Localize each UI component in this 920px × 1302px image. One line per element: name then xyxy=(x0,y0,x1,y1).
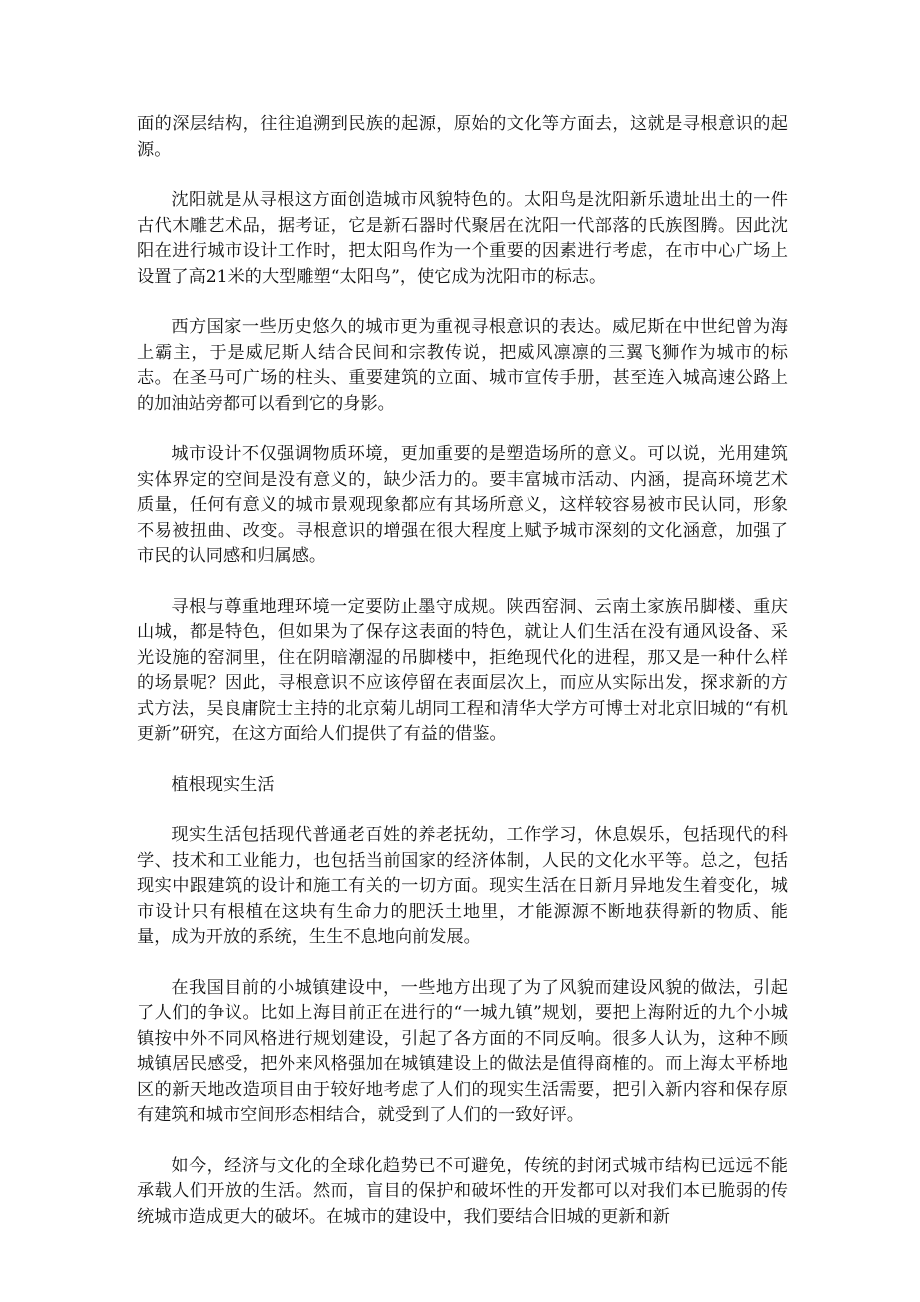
paragraph-shenyang: 沈阳就是从寻根这方面创造城市风貌特色的。太阳鸟是沈阳新乐遗址出土的一件古代木雕艺术品，据考证，它是新石器时代聚居在沈阳一代部落的氏族图腾。因此沈阳在进行城市设计工作时，把太阳鸟作为一个重要的因素进行考虑，在市中心广场上设置了高21米的大型雕塑“太阳鸟”，使它成为沈阳市的标志。 xyxy=(137,190,788,287)
paragraph-small-towns: 在我国目前的小城镇建设中，一些地方出现了为了风貌而建设风貌的做法，引起了人们的争议。比如上海目前正在进行的“一城九镇”规划，要把上海附近的九个小城镇按中外不同风格进行规划建设，引起了各方面的不同反响。很多人认为，这种不顾城镇居民感受，把外来风格强加在城镇建设上的做法是值得商榷的。而上海太平桥地区的新天地改造项目由于较好地考虑了人们的现实生活需要，把引入新内容和保存原有建筑和城市空间形态相结合，就受到了人们的一致好评。 xyxy=(137,977,788,1125)
paragraph-globalization: 如今，经济与文化的全球化趋势已不可避免，传统的封闭式城市结构已远远不能承载人们开放的生活。然而，盲目的保护和破坏性的开发都可以对我们本已脆弱的传统城市造成更大的破坏。在城市的建设中，我们要结合旧城的更新和新 xyxy=(137,1155,788,1227)
paragraph-place-meaning: 城市设计不仅强调物质环境，更加重要的是塑造场所的意义。可以说，光用建筑实体界定的空间是没有意义的，缺少活力的。要丰富城市活动、内涵，提高环境艺术质量，任何有意义的城市景观现象都应有其场所意义，这样较容易被市民认同，形象不易被扭曲、改变。寻根意识的增强在很大程度上赋予城市深刻的文化涵意，加强了市民的认同感和归属感。 xyxy=(137,444,788,566)
paragraph-real-life: 现实生活包括现代普通老百姓的养老抚幼，工作学习，休息娱乐，包括现代的科学、技术和工业能力，也包括当前国家的经济体制，人民的文化水平等。总之，包括现实中跟建筑的设计和施工有关的一切方面。现实生活在日新月异地发生着变化，城市设计只有根植在这块有生命力的肥沃土地里，才能源源不断地获得新的物质、能量，成为开放的系统，生生不息地向前发展。 xyxy=(137,825,788,947)
paragraph-venice: 西方国家一些历史悠久的城市更为重视寻根意识的表达。威尼斯在中世纪曾为海上霸主，于是威尼斯人结合民间和宗教传说，把威风凛凛的三翼飞狮作为城市的标志。在圣马可广场的柱头、重要建筑的立面、城市宣传手册，甚至连入城高速公路上的加油站旁都可以看到它的身影。 xyxy=(137,317,788,414)
document-page xyxy=(137,112,788,1255)
paragraph-continuation: 面的深层结构，往往追溯到民族的起源，原始的文化等方面去，这就是寻根意识的起源。 xyxy=(137,114,788,160)
paragraph-avoid-conservatism: 寻根与尊重地理环境一定要防止墨守成规。陕西窑洞、云南土家族吊脚楼、重庆山城，都是特色，但如果为了保存这表面的特色，就让人们生活在没有通风设备、采光设施的窑洞里，住在阴暗潮湿的吊脚楼中，拒绝现代化的进程，那又是一种什么样的场景呢？因此，寻根意识不应该停留在表面层次上，而应从实际出发，探求新的方式方法，吴良庸院士主持的北京菊儿胡同工程和清华大学方可博士对北京旧城的“有机更新”研究，在这方面给人们提供了有益的借鉴。 xyxy=(137,596,788,744)
section-heading: 植根现实生活 xyxy=(171,774,275,795)
